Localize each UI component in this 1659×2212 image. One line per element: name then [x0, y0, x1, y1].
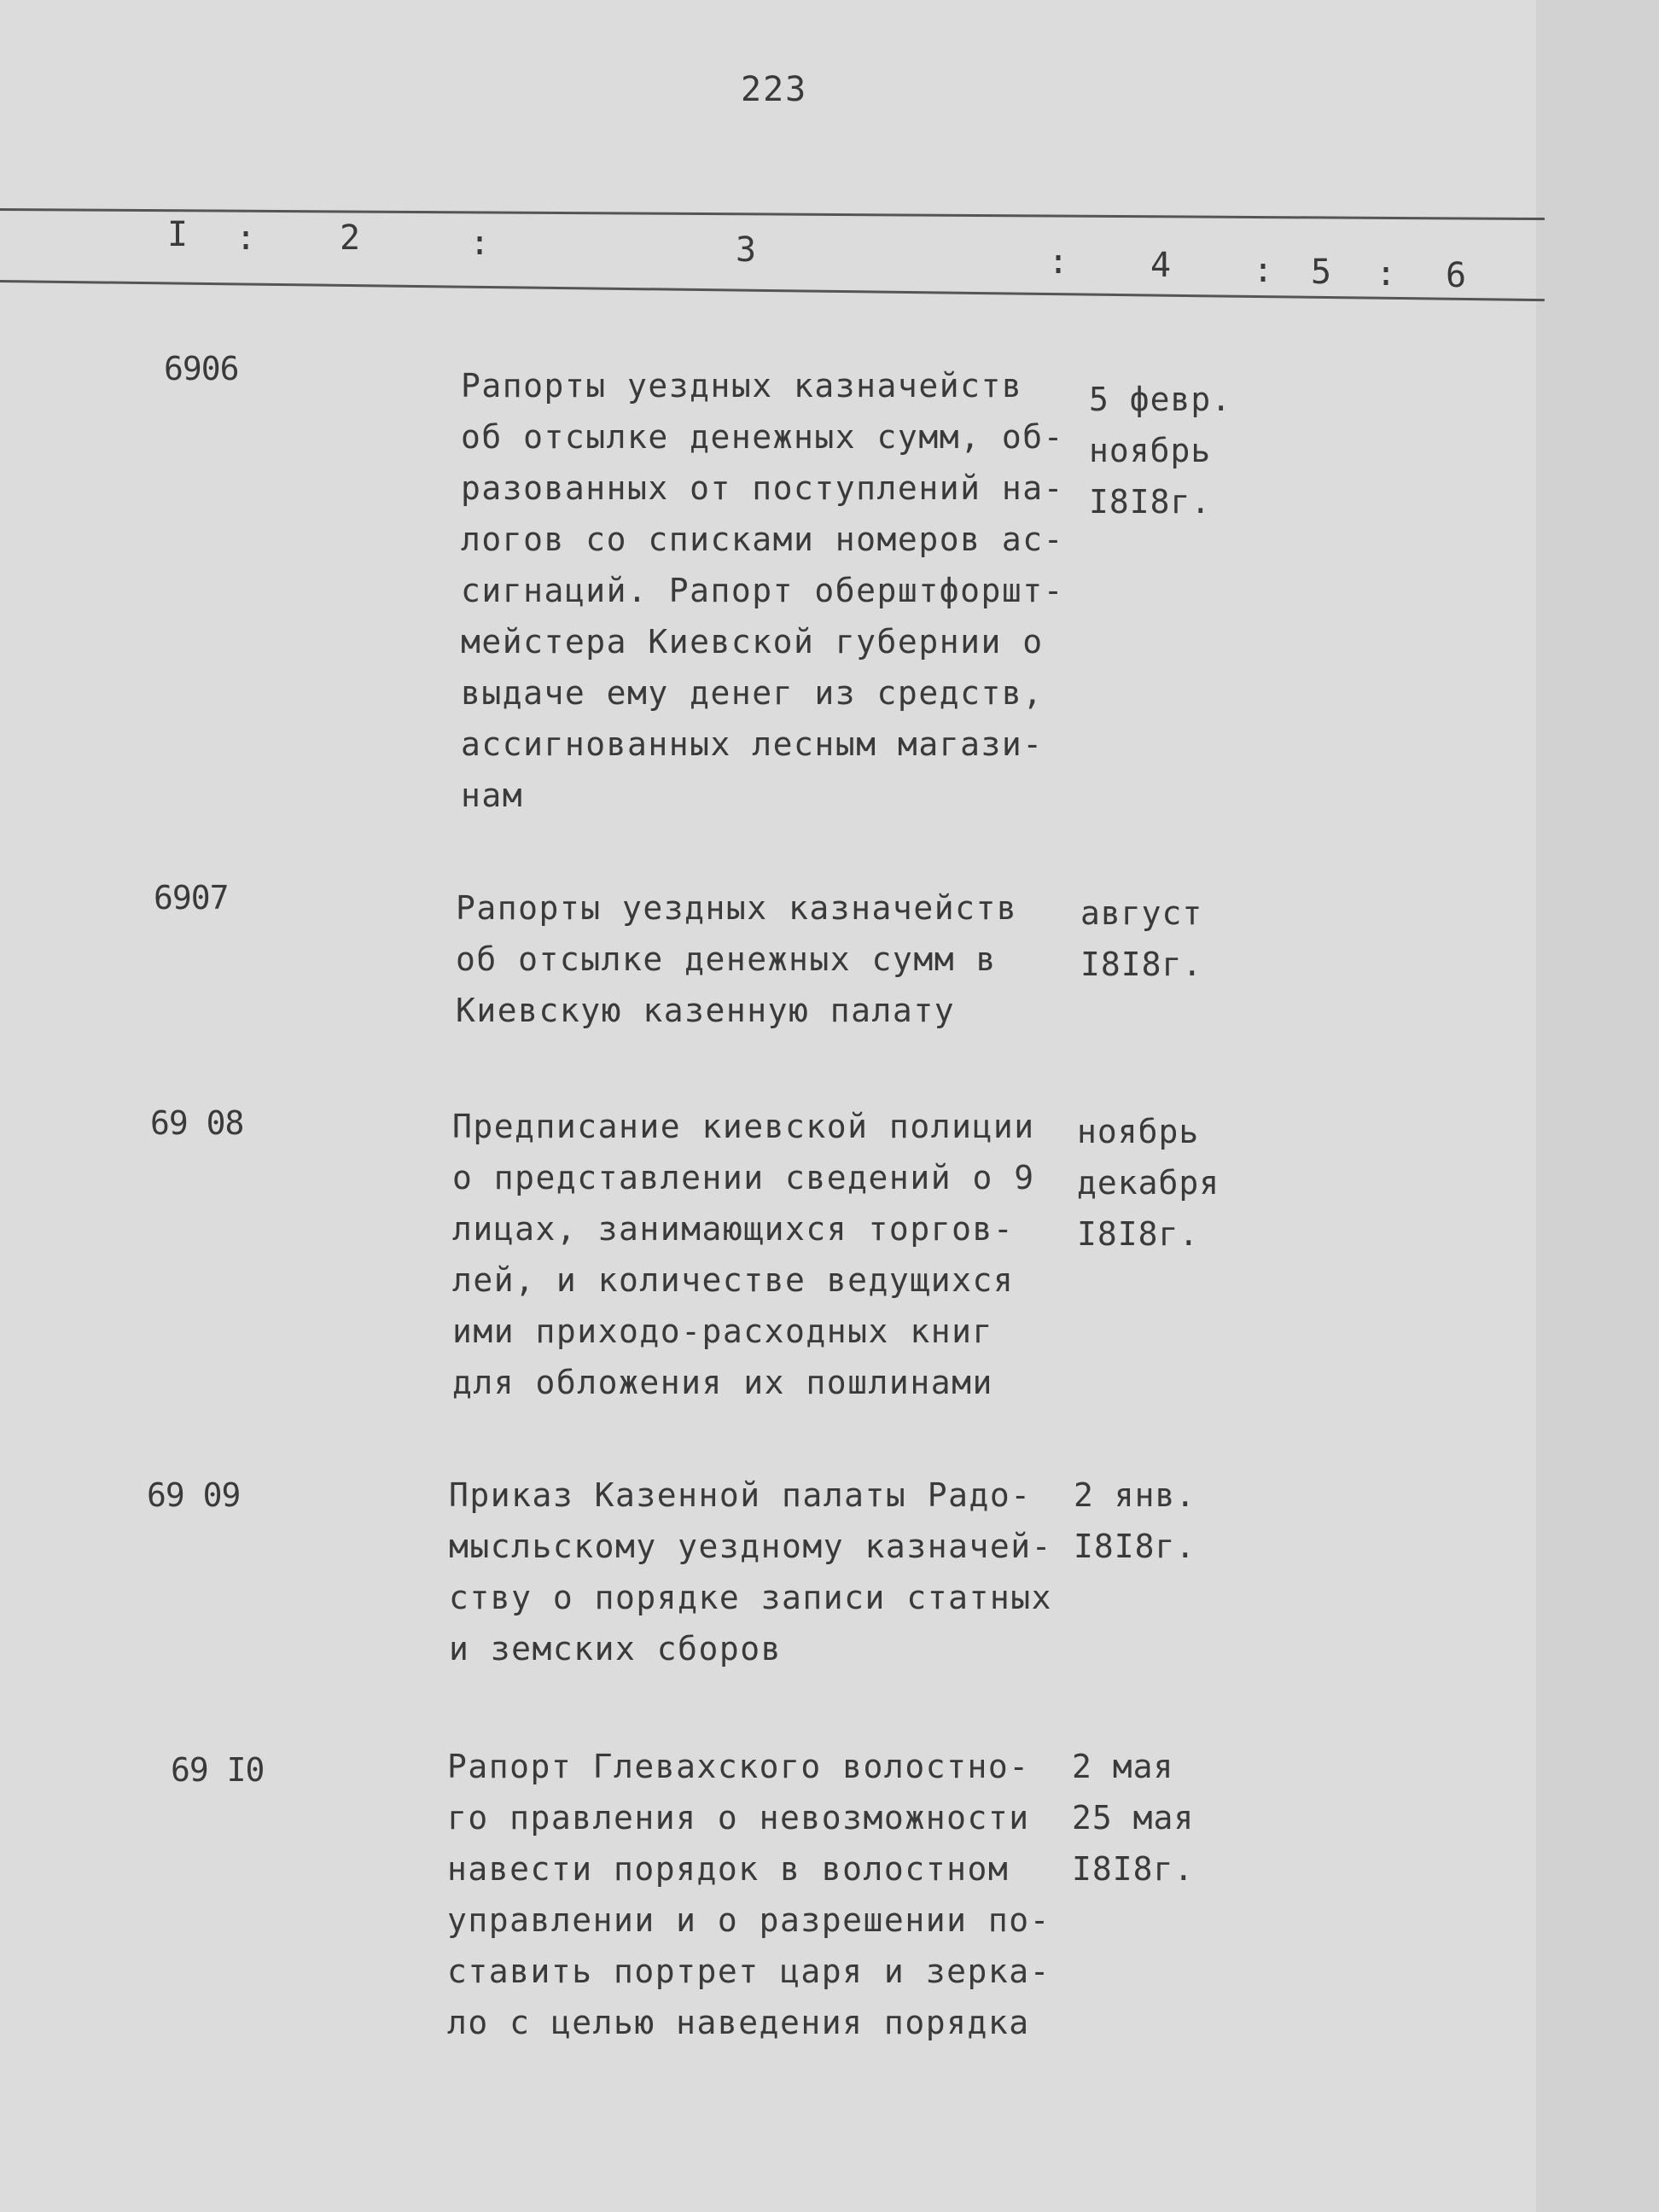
record-description: Рапорт Глевахского волостно- го правления о невозможности навести порядок в волостном управлении и о разрешении по- ставить портрет царя и зерка- ло с целью наведения порядка: [447, 1748, 1051, 2041]
record-number: 69 09: [147, 1476, 241, 1514]
record-number: 69 I0: [171, 1751, 265, 1789]
column-header-3: 3: [736, 230, 757, 270]
column-header-6: 6: [1446, 256, 1467, 295]
record-description: Рапорты уездных казначейств об отсылке денежных сумм, об- разованных от поступлений на- логов со списками номеров ас- сигнаций. Рапорт оберштфоршт- мейстера Киевской губернии о выдаче ему денег из средств, ассигнованных лесным магази- нам: [461, 367, 1064, 814]
column-separator: :: [1376, 254, 1397, 294]
record-description: Рапорты уездных казначейств об отсылке денежных сумм в Киевскую казенную палату: [456, 889, 1018, 1029]
column-separator: :: [469, 224, 491, 263]
page-number: 223: [741, 70, 808, 109]
record-date: 2 янв. I8I8г.: [1074, 1476, 1196, 1565]
column-header-4: 4: [1150, 246, 1172, 285]
page-edge: [1536, 0, 1659, 2212]
record-date: ноябрь декабря I8I8г.: [1077, 1113, 1220, 1253]
column-separator: :: [1253, 251, 1274, 290]
record-date: 5 февр. ноябрь I8I8г.: [1089, 381, 1232, 521]
record-number: 6907: [154, 879, 229, 917]
record-description: Предписание киевской полиции о представлении сведений о 9 лицах, занимающихся торгов- лей, и количестве ведущихся ими приходо-расходных книг для обложения их пошлинами: [452, 1108, 1035, 1401]
column-separator: :: [236, 218, 257, 258]
record-number: 6906: [164, 350, 239, 387]
record-number: 69 08: [150, 1104, 244, 1142]
column-header-1: I: [167, 215, 189, 254]
column-header-2: 2: [340, 218, 361, 258]
column-separator: :: [1048, 242, 1069, 282]
record-date: 2 мая 25 мая I8I8г.: [1072, 1748, 1195, 1888]
record-description: Приказ Казенной палаты Радо- мысльскому уездному казначей- ству о порядке записи статных и земских сборов: [449, 1476, 1052, 1668]
record-date: август I8I8г.: [1080, 894, 1203, 983]
column-header-5: 5: [1311, 253, 1332, 292]
